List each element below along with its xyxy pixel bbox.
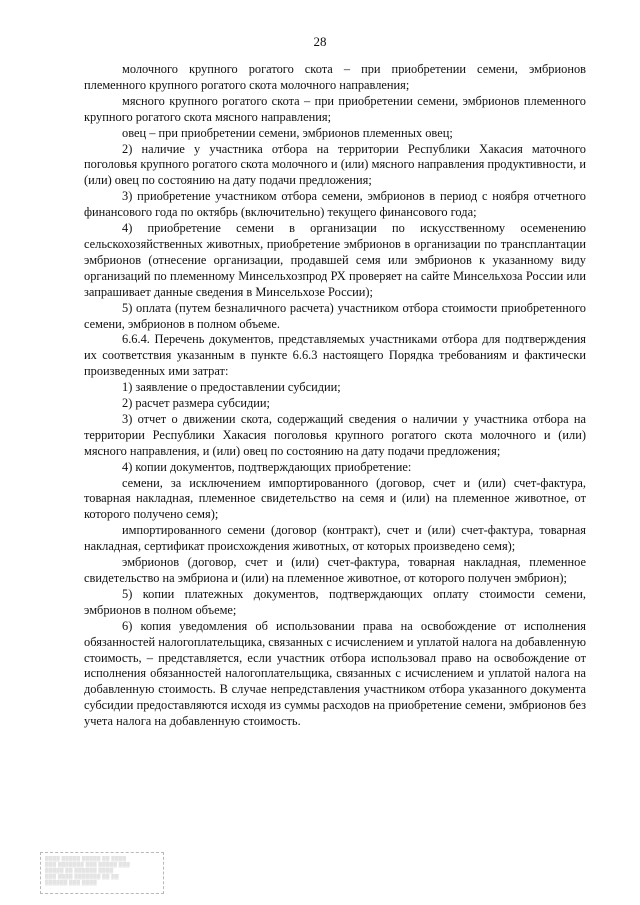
document-body xyxy=(84,62,586,730)
page-number: 28 xyxy=(313,34,327,49)
paragraph: 3) приобретение участником отбора семени, эмбрионов в период с ноября отчетного финансового года по октябрь (включительно) текущего финансового года; xyxy=(84,189,586,220)
paragraph: 6) копия уведомления об использовании права на освобождение от исполнения обязанностей налогоплательщика, связанных с исчислением и уплатой налога на добавленную стоимость, – представляется, если участник отбора использовал право на освобождение от исполнения обязанностей налогоплательщика, связанных с исчислением и уплатой налога на добавленную стоимость. В случае непредставления участником отбора указанного документа субсидии предоставляются исходя из суммы расходов на приобретение семени, эмбрионов без учета налога на добавленную стоимость. xyxy=(84,618,586,729)
paragraph: 2) расчет размера субсидии; xyxy=(122,396,270,411)
paragraph: овец – при приобретении семени, эмбрионов племенных овец; xyxy=(122,125,453,140)
paragraph: 5) копии платежных документов, подтверждающих оплату стоимости семени, эмбрионов в полном объеме; xyxy=(84,586,586,617)
paragraph: молочного крупного рогатого скота – при приобретении семени, эмбрионов племенного крупного рогатого скота молочного направления; xyxy=(84,62,586,92)
paragraph: семени, за исключением импортированного (договор, счет и (или) счет-фактура, товарная накладная, племенное свидетельство на семя и (или) на племенное животное, от которого получено семя); xyxy=(84,475,586,522)
paragraph: 2) наличие у участника отбора на территории Республики Хакасия маточного поголовья крупного рогатого скота молочного и (или) мясного направления продуктивности, и (или) овец по состоянию на дату подачи предложения; xyxy=(84,141,586,188)
paragraph: импортированного семени (договор (контракт), счет и (или) счет-фактура, товарная накладная, сертификат происхождения животных, от которых произведено семя); xyxy=(84,523,586,554)
paragraph: 4) приобретение семени в организации по искусственному осеменению сельскохозяйственных животных, приобретение эмбрионов в организации по трансплантации эмбрионов (отнесение организации, продавшей семя или эмбрионов к указанному виду организаций по племенному Минсельхозпрод РХ проверяет на сайте Минсельхоза России или запрашивает данные сведения в Минсельхозе России); xyxy=(84,221,586,299)
paragraph: 4) копии документов, подтверждающих приобретение: xyxy=(122,459,412,474)
paragraph: 1) заявление о предоставлении субсидии; xyxy=(122,380,341,395)
paragraph: 6.6.4. Перечень документов, представляемых участниками отбора для подтверждения их соответствия указанным в пункте 6.6.3 настоящего Порядка требованиям и фактически произведенных ими затрат: xyxy=(84,332,586,379)
paragraph: мясного крупного рогатого скота – при приобретении семени, эмбрионов племенного крупного рогатого скота мясного направления; xyxy=(84,93,586,124)
paragraph: 5) оплата (путем безналичного расчета) участником отбора стоимости приобретенного семени, эмбрионов в полном объеме. xyxy=(84,300,586,331)
registration-stamp: ▒▒▒▒ ▒▒▒▒▒ ▒▒▒▒▒ ▒▒ ▒▒▒▒ ▒▒▒ ▒▒▒▒▒▒▒ ▒▒▒ ▒▒▒▒▒ ▒▒▒ ▒▒▒▒▒ ▒▒ ▒▒▒▒▒▒ ▒▒▒▒ ▒▒▒ ▒▒▒▒ ▒▒▒▒▒▒▒ ▒▒ ▒▒ ▒▒▒▒▒▒ ▒▒▒ ▒▒▒▒ xyxy=(40,852,164,894)
paragraph: 3) отчет о движении скота, содержащий сведения о наличии у участника отбора на территории Республики Хакасия поголовья крупного рогатого скота молочного и (или) мясного направления, и (или) овец по состоянию на дату подачи предложения; xyxy=(84,411,586,458)
paragraph: эмбрионов (договор, счет и (или) счет-фактура, товарная накладная, племенное свидетельство на эмбриона и (или) на племенное животное, от которого получен эмбрион); xyxy=(84,555,586,585)
